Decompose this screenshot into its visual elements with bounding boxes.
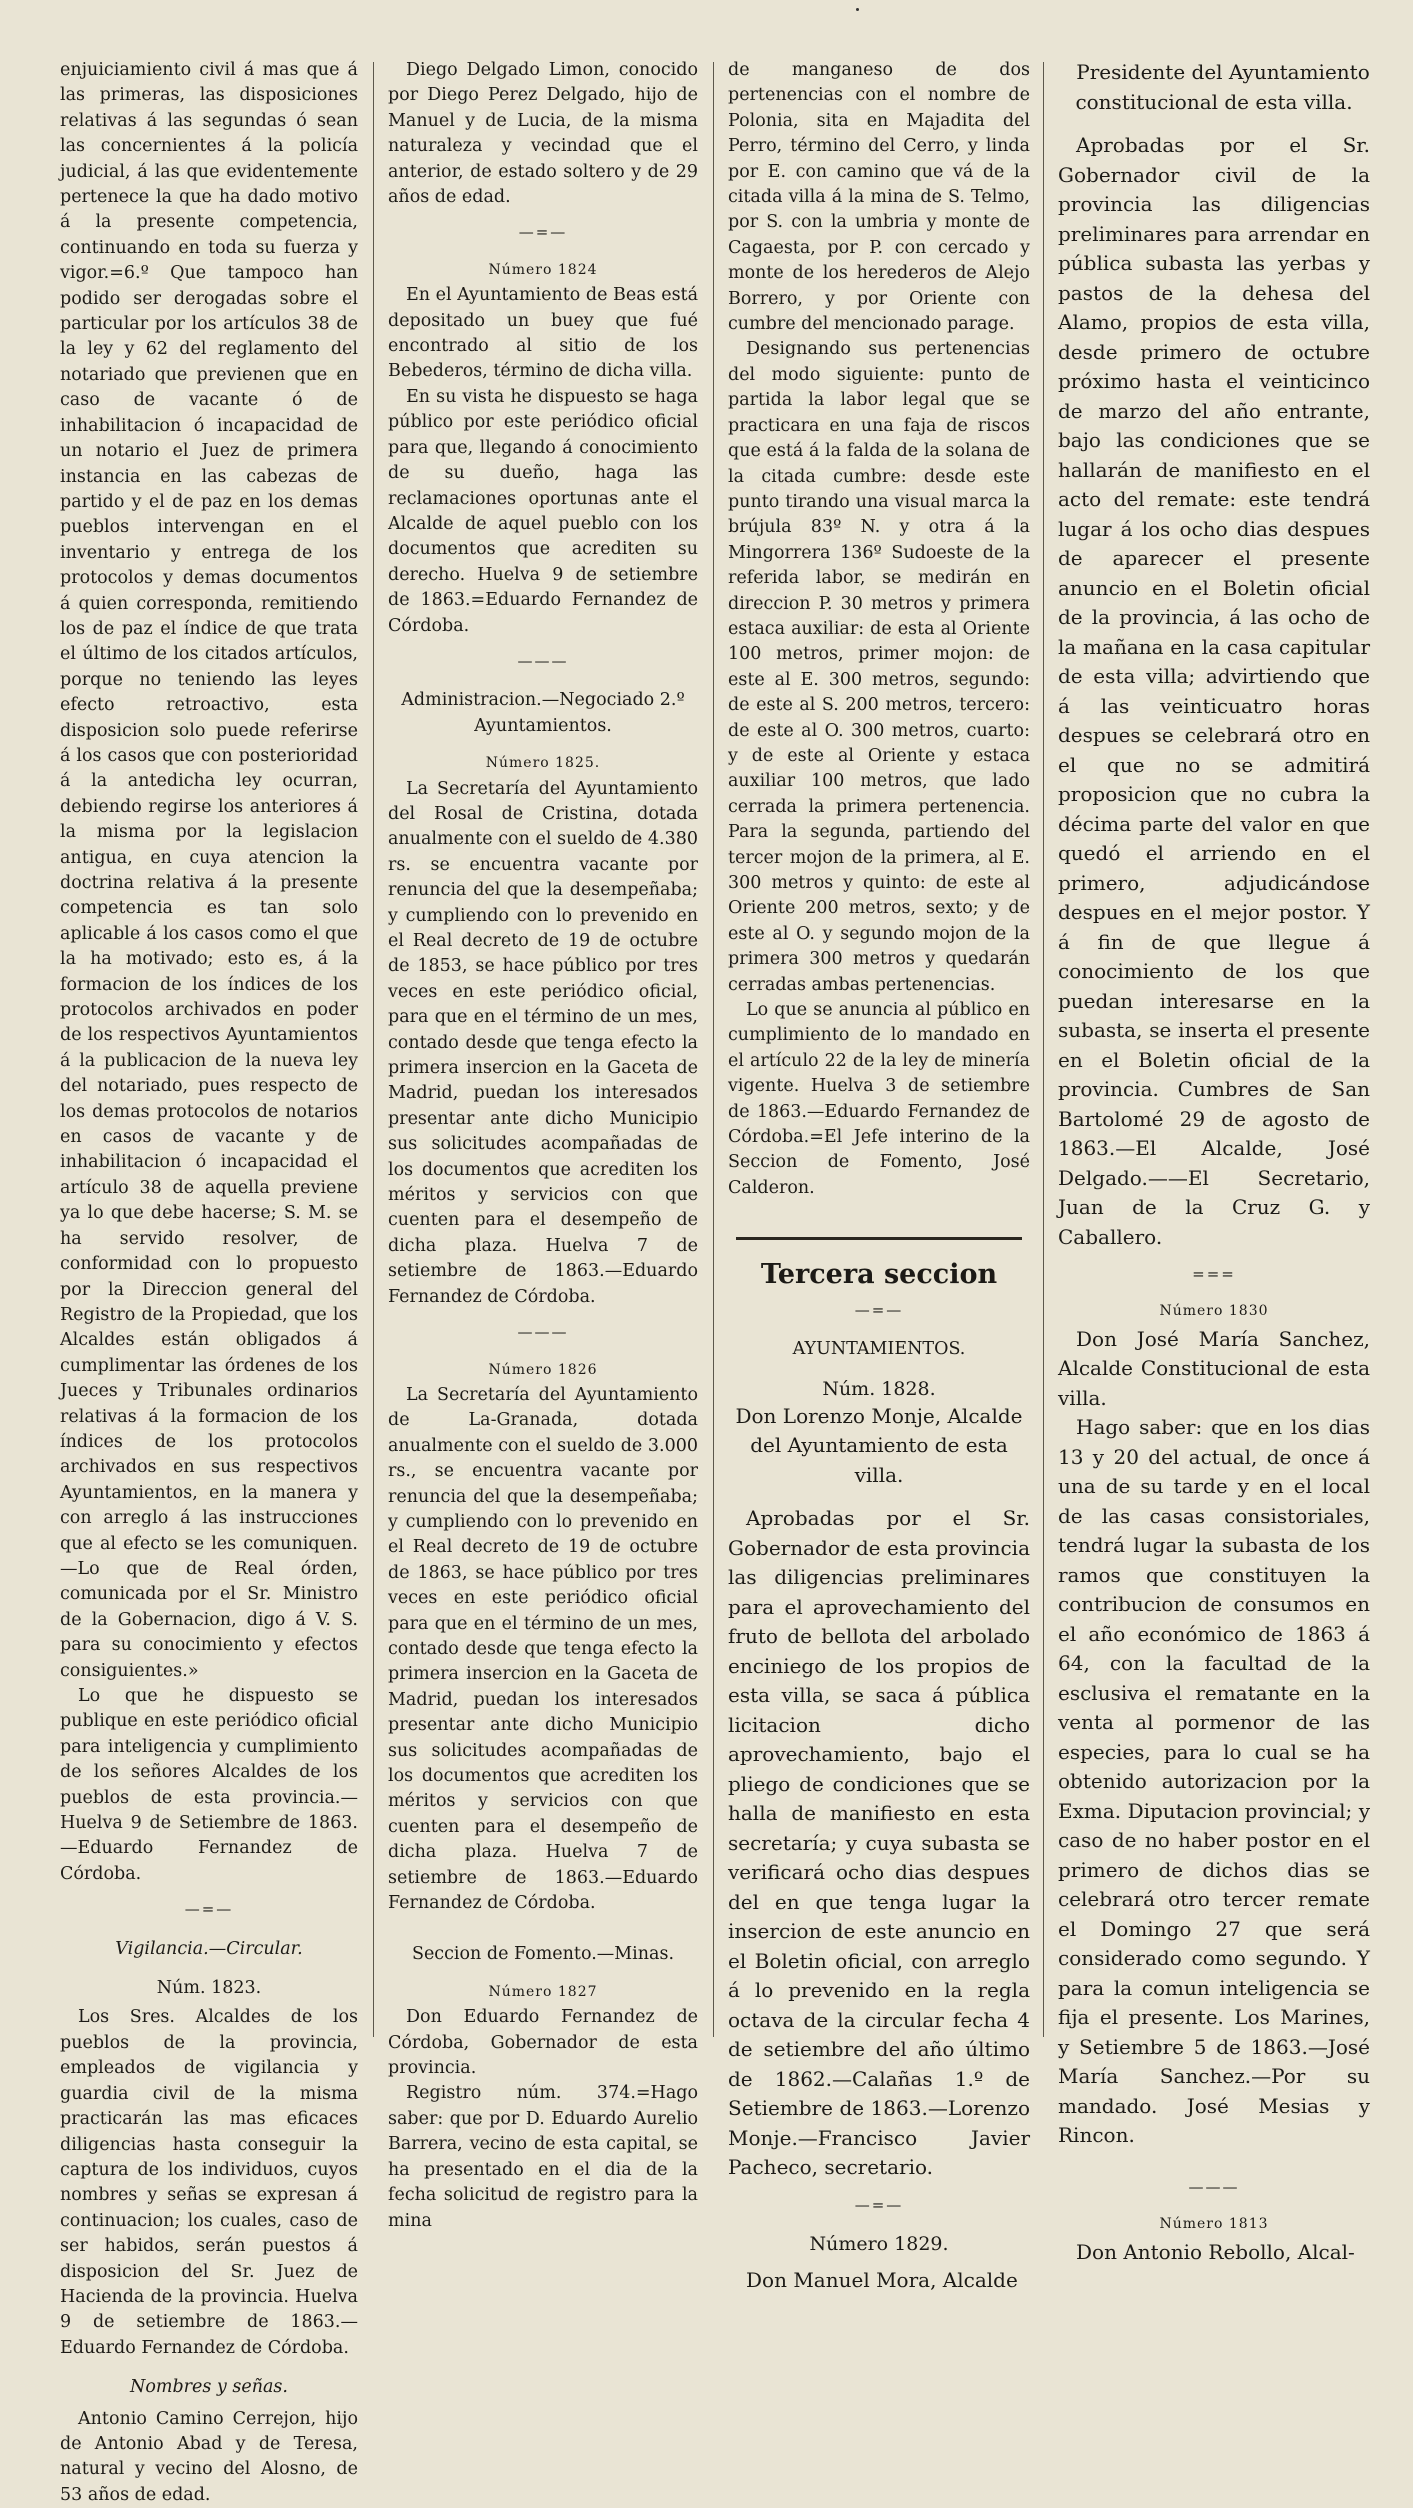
article-paragraph: Antonio Camino Cerrejon, hijo de Antonio Abad y de Teresa, natural y vecino del Alosno, de 53 años de edad. (60, 2408, 358, 2505)
article-paragraph: En el Ayuntamiento de Beas está depositado un buey que fué encontrado al sitio de los Bebederos, término de dicha villa. (388, 285, 699, 382)
section-heading: Vigilancia.—Circular. (115, 1938, 303, 1959)
section-separator: —=— (854, 1300, 904, 1319)
article-paragraph: Registro núm. 374.=Hago saber: que por D. Eduardo Aurelio Barrera, vecino de esta capital, se ha presentado en el dia de la fecha solicitud de registro para la mina (388, 2083, 698, 2231)
notice-header: Presidente del Ayuntamiento constitucional de esta villa. (1075, 60, 1370, 114)
article-paragraph: La Secretaría del Ayuntamiento de La-Granada, dotada anualmente con el sueldo de 3.000 rs., se encuentra vacante por renuncia del que la desempeñaba; y cumpliendo con lo prevenido en el Real decreto de 19 de octubre de 1863, se hace público por tres veces en este periódico oficial para que en el término de un mes, contado desde que tenga efecto la primera insercion en la Gaceta de Madrid, puedan los interesados presentar ante dicho Municipio sus solicitudes acompañadas de los documentos que acrediten los méritos y servicios con que cuenten para el desempeño de dicha plaza. Huelva 7 de setiembre de 1863.—Eduardo Fernandez de Córdoba. (388, 1384, 698, 1914)
ink-speck (856, 8, 859, 11)
article-paragraph: Lo que he dispuesto se publique en este periódico oficial para inteligencia y cumplimiento de los señores Alcaldes de los pueblos de esta provincia.—Huelva 9 de Setiembre de 1863.—Eduardo Fernandez de Córdoba. (60, 1686, 358, 1884)
section-separator: —=— (184, 1900, 234, 1919)
column-4 (1058, 58, 1370, 2264)
notice-number: Núm. 1828. (822, 1377, 936, 1400)
notice-header: Don Lorenzo Monje, Alcalde del Ayuntamiento de esta villa. (735, 1403, 1023, 1487)
section-separator: —=— (518, 223, 568, 242)
article-paragraph: En su vista he dispuesto se haga público por este periódico oficial para que, llegando á conocimiento de su dueño, haga las reclamaciones oportunas ante el Alcalde de aquel pueblo con los documentos que acrediten su derecho. Huelva 9 de setiembre de 1863.=Eduardo Fernandez de Córdoba. (388, 386, 698, 636)
section-separator: —=— (854, 2195, 904, 2214)
article-paragraph: Don Eduardo Fernandez de Córdoba, Gobernador de esta provincia. (388, 2007, 698, 2079)
article-paragraph: Don Manuel Mora, Alcalde (746, 2267, 1018, 2292)
notice-number: Número 1830 (1159, 1303, 1269, 1320)
notice-header: Don José María Sanchez, Alcalde Constitucional de esta villa. (1058, 1326, 1370, 1410)
section-separator: === (1192, 1265, 1236, 1283)
section-heading: Nombres y señas. (130, 2377, 288, 2398)
column-2 (388, 58, 699, 2231)
column-rule (713, 62, 714, 2037)
section-title: Tercera seccion (760, 1259, 998, 1291)
notice-number: Número 1827 (488, 1983, 598, 2000)
column-3 (728, 58, 1030, 2292)
section-heading: Administracion.—Negociado 2.º Ayuntamientos. (401, 690, 685, 736)
notice-number: Número 1826 (488, 1361, 598, 1378)
article-paragraph: Diego Delgado Limon, conocido por Diego Perez Delgado, hijo de Manuel y de Lucia, de la misma naturaleza y vecindad que el anterior, de estado soltero y de 29 años de edad. (388, 60, 698, 208)
article-paragraph: La Secretaría del Ayuntamiento del Rosal de Cristina, dotada anualmente con el sueldo de 4.380 rs. se encuentra vacante por renuncia del que la desempeñaba; y cumpliendo con lo prevenido en el Real decreto de 19 de octubre de 1853, se hace público por tres veces en este periódico oficial, para que en el término de un mes, contado desde que tenga efecto la primera insercion en la Gaceta de Madrid, puedan los interesados presentar ante dicho Municipio sus solicitudes acompañadas de los documentos que acrediten los méritos y servicios con que cuenten para el desempeño de dicha plaza. Huelva 7 de setiembre de 1863.—Eduardo Fernandez de Córdoba. (388, 778, 698, 1307)
article-paragraph: Los Sres. Alcaldes de los pueblos de la provincia, empleados de vigilancia y guardia civil de la misma practicarán las mas eficaces diligencias hasta conseguir la captura de los individuos, cuyos nombres y señas se expresan á continuacion; los cuales, caso de ser habidos, serán puestos á disposicion del Sr. Juez de Hacienda de la provincia. Huelva 9 de setiembre de 1863.—Eduardo Fernandez de Córdoba. (60, 2007, 358, 2358)
notice-number: Número 1829. (809, 2233, 949, 2256)
notice-number: Número 1824 (488, 261, 598, 278)
notice-header: Don Antonio Rebollo, Alcal- (1076, 2239, 1355, 2264)
section-separator: ——— (517, 651, 569, 670)
article-paragraph: Aprobadas por el Sr. Gobernador de esta provincia las diligencias preliminares para el aprovechamiento del fruto de bellota del arbolado enciniego de los propios de esta villa, se saca á pública licitacion dicho aprovechamiento, bajo el pliego de condiciones que se halla de manifiesto en esta secretaría; y cuya subasta se verificará ocho dias despues del en que tenga lugar la insercion de este anuncio en el Boletin oficial, con arreglo á lo prevenido en la regla octava de la circular fecha 4 de setiembre del año último de 1862.—Calañas 1.º de Setiembre de 1863.—Lorenzo Monje.—Francisco Javier Pacheco, secretario. (728, 1506, 1030, 2180)
section-separator: ——— (1188, 2177, 1240, 2196)
column-rule (1043, 62, 1044, 2037)
article-paragraph: Hago saber: que en los dias 13 y 20 del actual, de once á una de su tarde y en el local de las casas consistoriales, tendrá lugar la subasta de los ramos que constituyen la contribucion de consumos en el año económico de 1863 á 64, con la facultad de la esclusiva el rematante en la venta al pormenor de las especies, para lo cual se ha obtenido autorizacion por la Exma. Diputacion provincial; y caso de no haber postor en el primero de dichos dias se celebrará otro tercer remate el Domingo 27 que será considerado como segundo. Y para la comun inteligencia se fija el presente. Los Marines, y Setiembre 5 de 1863.—José María Sanchez.—Por su mandado. José Mesias y Rincon. (1058, 1415, 1370, 2148)
article-paragraph: Aprobadas por el Sr. Gobernador civil de la provincia las diligencias preliminares para arrendar en pública subasta las yerbas y pastos de la dehesa del Alamo, propios de esta villa, desde primero de octubre próximo hasta el veinticinco de marzo del año entrante, bajo las condiciones que se hallarán de manifiesto en el acto del remate: este tendrá lugar á los ocho dias despues de aparecer el presente anuncio en el Boletin oficial de la provincia, á las ocho de la mañana en la casa capitular de esta villa; advirtiendo que á las veinticuatro horas despues se celebrará otro en el que no se admitirá proposicion que no cubra la décima parte del valor en que quedó el arriendo en el primero, adjudicándose despues en el mejor postor. Y á fin de que llegue á conocimiento de los que puedan interesarse en la subasta, se inserta el presente en el Boletin oficial de la provincia. Cumbres de San Bartolomé 29 de agosto de 1863.—El Alcalde, José Delgado.——El Secretario, Juan de la Cruz G. y Caballero. (1058, 133, 1370, 1249)
column-rule (373, 62, 374, 2037)
article-paragraph: enjuiciamiento civil á mas que á las primeras, las disposiciones relativas á las segundas ó sean las concernientes á la policía judicial, á las que evidentemente pertenece la que ha dado motivo á la presente competencia, continuando en toda su fuerza y vigor.=6.º Que tampoco han podido ser derogadas sobre el particular por los artículos 38 de la ley y 62 del reglamento del notariado que previenen que en caso de vacante ó de inhabilitacion ó incapacidad de un notario el Juez de primera instancia en las cabezas de partido y el de paz en los demas pueblos intervengan en el inventario y entrega de los protocolos y demas documentos á quien corresponda, remitiendo los de paz el índice de que trata el último de los citados artículos, porque no teniendo las leyes efecto retroactivo, esta disposicion solo puede referirse á los casos que con posterioridad á la antedicha ley ocurran, debiendo regirse los anteriores á la misma por la legislacion antigua, en cuya atencion la doctrina relativa á la presente competencia es tan solo aplicable á los casos como el que la ha motivado; esto es, á la formacion de los índices de los protocolos archivados en poder de los respectivos Ayuntamientos á la publicacion de la nueva ley del notariado, pues respecto de los demas protocolos de notarios en casos de vacante y de inhabilitacion ó incapacidad el artículo 38 de aquella previene ya lo que debe hacerse; S. M. se ha servido resolver, de conformidad con lo propuesto por la Direccion general del Registro de la Propiedad, que los Alcaldes están obligados á cumplimentar las órdenes de los Jueces y Tribunales ordinarios relativas á la formacion de los índices de los protocolos archivados en sus respectivos Ayuntamientos, en la manera y con arreglo á las instrucciones que al efecto se les comuniquen.—Lo que de Real órden, comunicada por el Sr. Ministro de la Gobernacion, digo á V. S. para su conocimiento y efectos consiguientes.» (60, 60, 358, 1681)
notice-number: Número 1813 (1159, 2216, 1269, 2233)
section-separator: ——— (517, 1323, 569, 1342)
notice-number: Núm. 1823. (156, 1978, 262, 1999)
article-paragraph: de manganeso de dos pertenencias con el nombre de Polonia, sita en Majadita del Perro, término del Cerro, y linda por E. con camino que vá de la citada villa á la mina de S. Telmo, por S. con la umbria y monte de Cagaesta, por P. con cercado y monte de los herederos de Alejo Borrero, y por Oriente con cumbre del mencionado parage. (728, 60, 1030, 335)
column-1 (60, 58, 358, 2505)
notice-number: Número 1825. (485, 755, 601, 772)
article-paragraph: Lo que se anuncia al público en cumplimiento de lo mandado en el artículo 22 de la ley de minería vigente. Huelva 3 de setiembre de 1863.—Eduardo Fernandez de Córdoba.=El Jefe interino de la Seccion de Fomento, José Calderon. (728, 1000, 1030, 1198)
section-heading: Seccion de Fomento.—Minas. (411, 1944, 675, 1965)
article-paragraph: Designando sus pertenencias del modo siguiente: punto de partida la labor legal que se practicara en una faja de riscos que está á la falda de la solana de la citada cumbre: desde este punto tirando una visual marca la brújula 83º N. y otra á la Mingorrera 136º Sudoeste de la referida labor, se medirán en direccion P. 30 metros y primera estaca auxiliar: de esta al Oriente 100 metros, primer mojon: de este al E. 300 metros, segundo: de este al S. 200 metros, tercero: de este al O. 300 metros, cuarto: y de este al Oriente y estaca auxiliar 100 metros, que lado cerrada la primera pertenencia. Para la segunda, partiendo del tercer mojon de la primera, al E. 300 metros y quinto: de este al Oriente 200 metros, sexto; y de este al O. y segundo mojon de la primera 300 metros y quedarán cerradas ambas pertenencias. (728, 339, 1030, 995)
section-heading: AYUNTAMIENTOS. (792, 1339, 966, 1360)
section-rule (736, 1237, 1022, 1240)
